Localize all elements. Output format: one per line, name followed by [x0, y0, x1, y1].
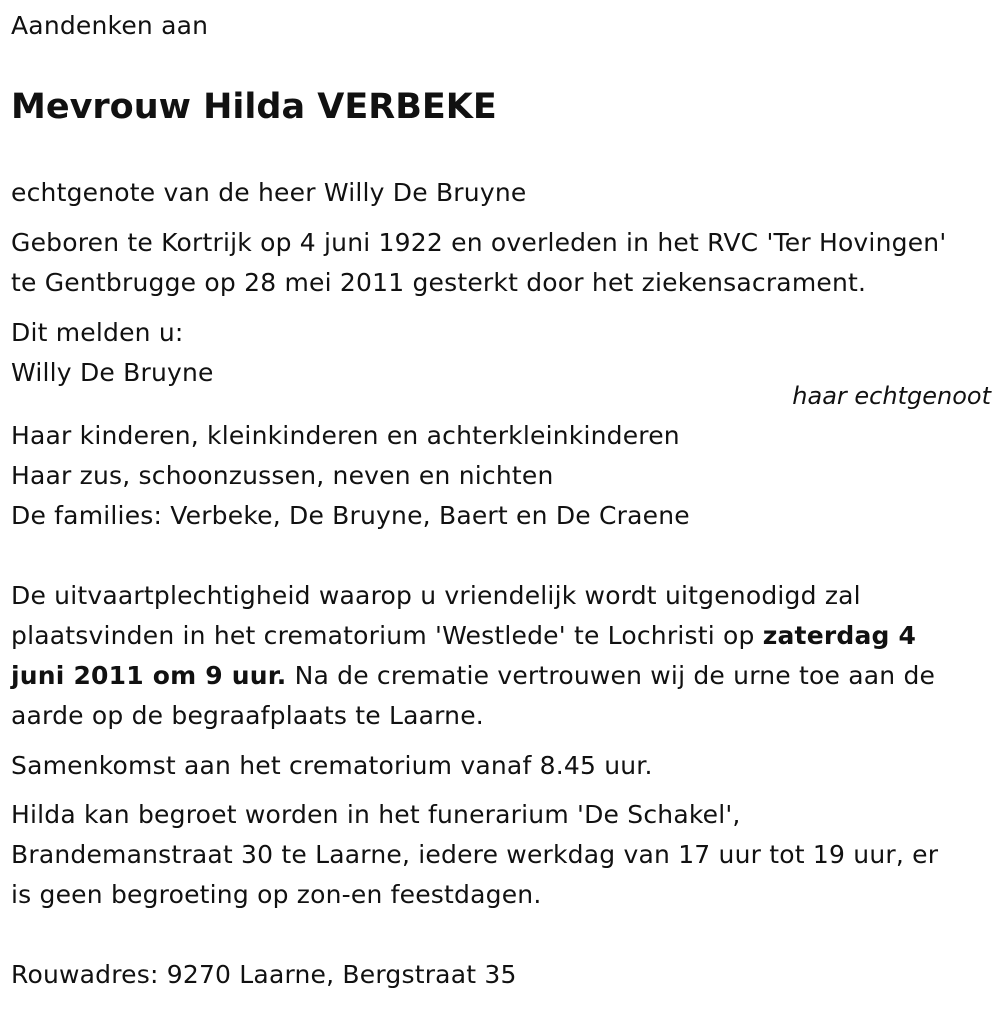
announcer-line: De families: Verbeke, De Bruyne, Baert en De Craene — [11, 501, 690, 530]
funeral-line-1: De uitvaartplechtigheid waarop u vriendelijk wordt uitgenodigd zal — [11, 581, 861, 610]
funeral-line-3 — [11, 656, 935, 696]
mourning-address: Rouwadres: 9270 Laarne, Bergstraat 35 — [11, 960, 517, 989]
visitation-line-2: Brandemanstraat 30 te Laarne, iedere werkdag van 17 uur tot 19 uur, er — [11, 840, 939, 869]
funeral-line-4: aarde op de begraafplaats te Laarne. — [11, 701, 484, 730]
funeral-date-bold: zaterdag 4 — [762, 621, 917, 650]
funeral-line-2-text: plaatsvinden in het crematorium 'Westlede' te Lochristi op — [11, 621, 763, 650]
announcer-line: Haar kinderen, kleinkinderen en achterkleinkinderen — [11, 421, 680, 450]
announcer-spouse-name: Willy De Bruyne — [11, 358, 214, 387]
announcers-label: Dit melden u: — [11, 318, 184, 347]
funeral-line-3-text: Na de crematie vertrouwen wij de urne toe aan de — [286, 661, 936, 690]
birth-line-1: Geboren te Kortrijk op 4 juni 1922 en overleden in het RVC 'Ter Hovingen' — [11, 228, 947, 257]
announcer-line: Haar zus, schoonzussen, neven en nichten — [11, 461, 554, 490]
gathering-text: Samenkomst aan het crematorium vanaf 8.45 uur. — [11, 751, 653, 780]
funeral-line-2 — [11, 616, 916, 656]
visitation-line-1: Hilda kan begroet worden in het funerarium 'De Schakel', — [11, 800, 741, 829]
deceased-name: Mevrouw Hilda VERBEKE — [11, 87, 497, 127]
birth-line-2: te Gentbrugge op 28 mei 2011 gesterkt door het ziekensacrament. — [11, 268, 867, 297]
announcer-spouse-role: haar echtgenoot — [792, 382, 991, 410]
visitation-line-3: is geen begroeting op zon-en feestdagen. — [11, 880, 542, 909]
intro-text: Aandenken aan — [11, 11, 209, 40]
funeral-time-bold: juni 2011 om 9 uur. — [11, 661, 287, 690]
spouse-line: echtgenote van de heer Willy De Bruyne — [11, 178, 527, 207]
